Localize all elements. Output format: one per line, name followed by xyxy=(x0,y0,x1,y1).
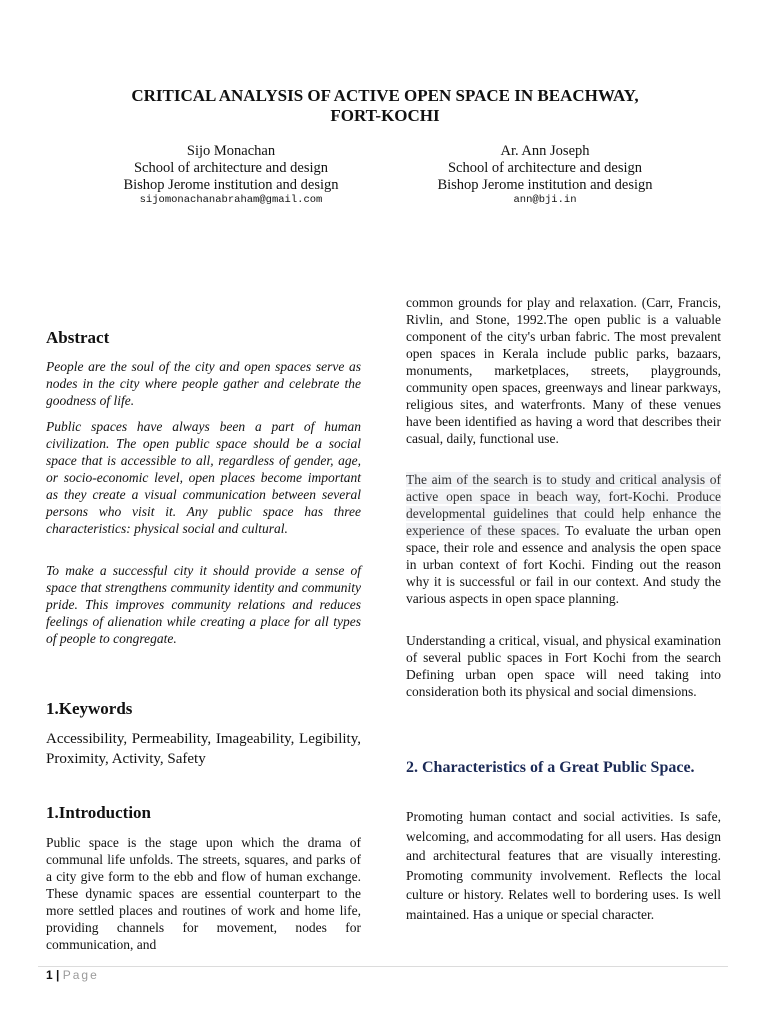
author-email: ann@bji.in xyxy=(513,194,577,206)
footer-divider xyxy=(38,966,728,967)
highlighted-aim-text: The aim of the search is to study and critical analysis of active open space in beach way, fort-Kochi. Produce developmental guidelines that could help enhance the experience of these spaces. xyxy=(406,472,721,538)
footer-separator: | xyxy=(56,968,60,982)
right-paragraph-2 xyxy=(406,471,721,607)
author-name: Ar. Ann Joseph xyxy=(500,143,590,159)
author-institution: Bishop Jerome institution and design xyxy=(437,177,653,193)
author-block-1 xyxy=(100,143,362,207)
author-email: sijomonachanabraham@gmail.com xyxy=(139,194,323,206)
page-label: Page xyxy=(62,968,99,982)
author-name: Sijo Monachan xyxy=(186,143,276,159)
abstract-heading: Abstract xyxy=(46,328,110,347)
paper-title xyxy=(60,86,710,126)
introduction-paragraph-1: Public space is the stage upon which the drama of communal life unfolds. The streets, squares, and parks of a city give form to the ebb and flow of human exchange. These dynamic spaces are essential counterpart to the more settled places and routines of work and home life, providing channels for movement, nodes for communication, and xyxy=(46,835,361,952)
right-paragraph-3: Understanding a critical, visual, and physical examination of several public spaces in Fort Kochi from the search Defining urban open space will need taking into consideration both its physical and social dimensions. xyxy=(406,633,721,699)
abstract-paragraph-1: People are the soul of the city and open spaces serve as nodes in the city where people gather and celebrate the goodness of life. xyxy=(46,359,361,408)
title-line-1: CRITICAL ANALYSIS OF ACTIVE OPEN SPACE IN BEACHWAY, xyxy=(131,86,639,105)
author-dept: School of architecture and design xyxy=(447,160,643,176)
abstract-paragraph-2: Public spaces have always been a part of human civilization. The open public space should be a social space that is accessible to all, regardless of gender, age, or socio-economic level, open places become important as they create a visual communication between several persons who visit it. Any public space has three characteristics: physical social and cultural. xyxy=(46,419,361,536)
introduction-heading: 1.Introduction xyxy=(46,803,152,822)
abstract-paragraph-3: To make a successful city it should provide a sense of space that strengthens community identity and community pride. This improves community relations and reduces feelings of alienation while creating a place for all types of people to congregate. xyxy=(46,563,361,646)
section-2-text: Promoting human contact and social activities. Is safe, welcoming, and accommodating for all users. Has design and architectural features that are visually interesting. Promoting community involvement. Reflects the local culture or history. Relates well to bordering uses. Is well maintained. Has a unique or special character. xyxy=(406,809,721,922)
title-line-2: FORT-KOCHI xyxy=(330,106,440,125)
author-dept: School of architecture and design xyxy=(133,160,329,176)
section-2-heading: 2. Characteristics of a Great Public Space. xyxy=(406,759,695,776)
aim-continuation-text: To evaluate the urban open space, their role and essence and analysis the open space in urban context of fort Kochi. Finding out the reason why it is successful or fail in our context. And study the various aspects in open space planning. xyxy=(406,523,721,606)
keywords-text: Accessibility, Permeability, Imageability, Legibility, Proximity, Activity, Safety xyxy=(46,731,361,767)
right-paragraph-1: common grounds for play and relaxation. (Carr, Francis, Rivlin, and Stone, 1992.The open public is a valuable component of the city's urban fabric. The most prevalent open spaces in Kerala include public parks, bazaars, monuments, marketplaces, streets, playgrounds, community open spaces, greenways and linear parkways, religious sites, and waterfronts. Many of these venues have been identified as having a word that describes their casual, daily, functional use. xyxy=(406,295,721,446)
author-institution: Bishop Jerome institution and design xyxy=(123,177,339,193)
page-footer xyxy=(46,968,99,982)
keywords-heading: 1.Keywords xyxy=(46,699,133,718)
page-number: 1 xyxy=(46,968,53,982)
author-block-2 xyxy=(405,143,685,207)
